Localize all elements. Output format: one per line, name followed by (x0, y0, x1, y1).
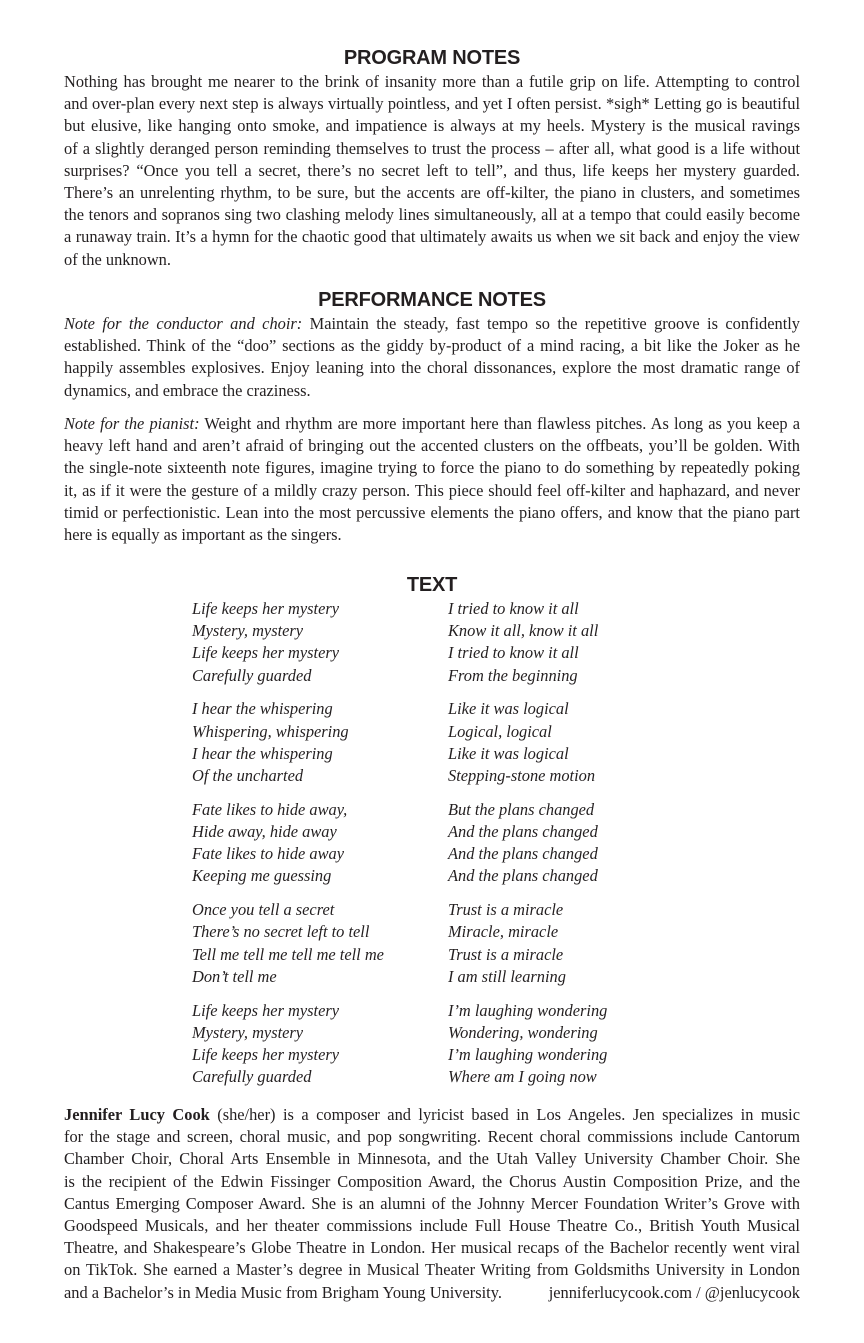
text-line (64, 313, 800, 335)
text-line (64, 1215, 800, 1237)
text-line (64, 204, 800, 226)
paragraph-lead: Note for the pianist: (64, 414, 200, 433)
lyric-line: Where am I going now (448, 1067, 597, 1087)
lyric-stanza (192, 698, 442, 787)
lyric-stanza (192, 899, 442, 988)
line-text: but elusive, like hanging onto smoke, and impatience is always at my heels. Mystery is the musical ravings (64, 116, 800, 136)
text-line (64, 93, 800, 115)
line-text: of a slightly deranged person reminding themselves to trust the process – after all, what good is a life without (64, 138, 800, 158)
text-line (64, 1148, 800, 1170)
text-line (64, 435, 800, 457)
lyric-line: Life keeps her mystery (192, 1000, 340, 1020)
line-text: a runaway train. It’s a hymn for the chaotic good that ultimately awaits us when we sit back and enjoy the view (64, 227, 800, 247)
lyric-stanza (448, 598, 698, 687)
lyric-line: There’s no secret left to tell (192, 922, 370, 942)
lyric-stanza (192, 598, 442, 687)
line-text: Weight and rhythm are more important here than flawless pitches. As long as you keep a (199, 414, 800, 433)
text-line (64, 1259, 800, 1281)
line-text: the single-note sixteenth note figures, imagine trying to force the piano to do something by repeatedly poking (64, 458, 800, 478)
text-line (64, 160, 800, 182)
text-line (64, 249, 800, 271)
text-line (64, 115, 800, 137)
performance-notes-heading: PERFORMANCE NOTES (318, 289, 546, 311)
text-line (64, 1104, 800, 1126)
lyric-line: I’m laughing wondering (448, 1000, 608, 1020)
lyric-line: And the plans changed (448, 822, 598, 842)
lyric-line: But the plans changed (448, 799, 595, 819)
lyric-stanza (448, 1000, 698, 1089)
lyric-line: Mystery, mystery (192, 621, 304, 641)
lyric-line: Keeping me guessing (192, 866, 332, 886)
paragraph-lead: Note for the conductor and choir: (64, 314, 303, 333)
line-text: and a Bachelor’s in Media Music from Brigham Young University. (64, 1282, 502, 1302)
lyric-line: Know it all, know it all (448, 621, 599, 641)
text-line (64, 457, 800, 479)
line-text: Maintain the steady, fast tempo so the repetitive groove is confidently (302, 314, 800, 333)
text-line (64, 1171, 800, 1193)
lyric-line: From the beginning (448, 665, 578, 685)
lyric-stanza (192, 799, 442, 888)
line-text: dynamics, and embrace the craziness. (64, 380, 311, 400)
lyric-line: Once you tell a secret (192, 900, 335, 920)
line-text: (she/her) is a composer and lyricist based in Los Angeles. Jen specializes in music (209, 1105, 801, 1124)
lyric-line: And the plans changed (448, 844, 598, 864)
lyric-line: Tell me tell me tell me tell me (192, 944, 384, 964)
program-notes-paragraph (64, 71, 800, 271)
lyric-line: Like it was logical (448, 743, 569, 763)
lyric-stanza (448, 899, 698, 988)
lyric-line: Wondering, wondering (448, 1022, 598, 1042)
line-text: and over-plan every next step is always virtually pointless, and yet I often persist. *sigh* Letting go is beautiful (64, 94, 800, 114)
lyric-line: Of the uncharted (192, 766, 304, 786)
lyric-line: Fate likes to hide away (192, 844, 345, 864)
text-line (64, 226, 800, 248)
lyric-line: I hear the whispering (192, 699, 333, 719)
lyric-line: I tried to know it all (448, 599, 579, 618)
lyric-line: Life keeps her mystery (192, 643, 340, 663)
line-text: of the unknown. (64, 249, 171, 269)
text-line (64, 71, 800, 93)
text-line (64, 524, 800, 546)
text-line (64, 138, 800, 160)
line-text: heavy left hand and aren’t afraid of bringing out the accented clusters on the offbeats, you’ll be golden. With (64, 436, 800, 456)
lyric-line: I hear the whispering (192, 743, 333, 763)
line-text: for the stage and screen, choral music, and pop songwriting. Recent choral commissions include Cantorum (64, 1127, 800, 1147)
line-text: Chamber Choir, Choral Arts Ensemble in Minnesota, and the Utah Valley University Chamber Choir. She (64, 1149, 800, 1169)
lyric-line: Trust is a miracle (448, 900, 564, 920)
pianist-note-paragraph (64, 413, 800, 546)
lyric-line: Mystery, mystery (192, 1022, 304, 1042)
line-text: happily assembles explosives. Enjoy leaning into the choral dissonances, explore the most dramatic range of (64, 358, 800, 378)
lyric-line: Life keeps her mystery (192, 1045, 340, 1065)
text-line (64, 335, 800, 357)
text-line (64, 502, 800, 524)
line-text: it, as if it were the gesture of a mildly crazy person. This piece should feel off-kilter and haphazard, and never (64, 480, 800, 500)
lyric-stanza (192, 1000, 442, 1089)
lyric-line: Life keeps her mystery (192, 599, 340, 618)
text-line (64, 380, 800, 402)
lyric-stanza (448, 698, 698, 787)
line-text: surprises? “Once you tell a secret, there’s no secret left to tell”, and thus, life keeps her mystery guarded. (64, 160, 800, 180)
text-line (64, 357, 800, 379)
line-text: Goodspeed Musicals, and her theater commissions include Full House Theatre Co., British Youth Musical (64, 1215, 800, 1235)
conductor-note-paragraph (64, 313, 800, 402)
line-text: Theatre, and Shakespeare’s Globe Theatre in London. Her musical recaps of the Bachelor recently went viral (64, 1238, 800, 1258)
lyric-line: I’m laughing wondering (448, 1045, 608, 1065)
lyric-line: Fate likes to hide away, (192, 799, 348, 819)
lyric-line: Carefully guarded (192, 665, 312, 685)
lyric-line: I tried to know it all (448, 643, 579, 663)
lyric-line: Whispering, whispering (192, 721, 349, 741)
text-line (64, 1126, 800, 1148)
lyrics-right-column (448, 598, 698, 1100)
lyric-line: Trust is a miracle (448, 944, 564, 964)
line-text: Nothing has brought me nearer to the brink of insanity more than a futile grip on life. Attempting to control (64, 72, 800, 91)
lyrics-left-column (192, 598, 442, 1100)
line-text: Cantus Emerging Composer Award. She is an alumni of the Johnny Mercer Foundation Writer’s Grove with (64, 1193, 800, 1213)
text-line (64, 413, 800, 435)
website-link[interactable]: jenniferlucycook.com / @jenlucycook (548, 1282, 800, 1302)
line-text: the tenors and sopranos sing two clashing melody lines simultaneously, all at a tempo that could easily become (64, 205, 800, 225)
lyric-line: Miracle, miracle (448, 922, 559, 942)
paragraph-lead: Jennifer Lucy Cook (64, 1105, 210, 1124)
lyric-stanza (448, 799, 698, 888)
lyric-line: Like it was logical (448, 699, 569, 719)
text-line (64, 480, 800, 502)
line-text: is the recipient of the Edwin Fissinger Composition Award, the Chorus Austin Composition Prize, and the (64, 1171, 800, 1191)
lyric-line: Don’t tell me (192, 966, 277, 986)
text-line (64, 1237, 800, 1259)
line-text: timid or perfectionistic. Lean into the most percussive elements the piano offers, and know that the piano part (64, 502, 800, 522)
lyric-line: Carefully guarded (192, 1067, 312, 1087)
lyric-line: Logical, logical (448, 721, 552, 741)
lyric-line: Hide away, hide away (192, 822, 337, 842)
text-line (64, 1282, 800, 1304)
line-text: There’s an unrelenting rhythm, to be sure, but the accents are off-kilter, the piano in clusters, and sometimes (64, 182, 800, 202)
line-text: on TikTok. She earned a Master’s degree in Musical Theater Writing from Goldsmiths University in London (64, 1260, 800, 1280)
text-line (64, 182, 800, 204)
text-line (64, 1193, 800, 1215)
line-text: here is equally as important as the singers. (64, 524, 342, 544)
lyric-line: I am still learning (448, 966, 566, 986)
text-heading: TEXT (406, 574, 458, 596)
lyric-line: And the plans changed (448, 866, 598, 886)
composer-bio-paragraph (64, 1104, 800, 1304)
program-notes-heading: PROGRAM NOTES (343, 47, 521, 69)
line-text: established. Think of the “doo” sections as the giddy by-product of a mind racing, a bit like the Joker as he (64, 336, 800, 356)
lyric-line: Stepping-stone motion (448, 766, 596, 786)
